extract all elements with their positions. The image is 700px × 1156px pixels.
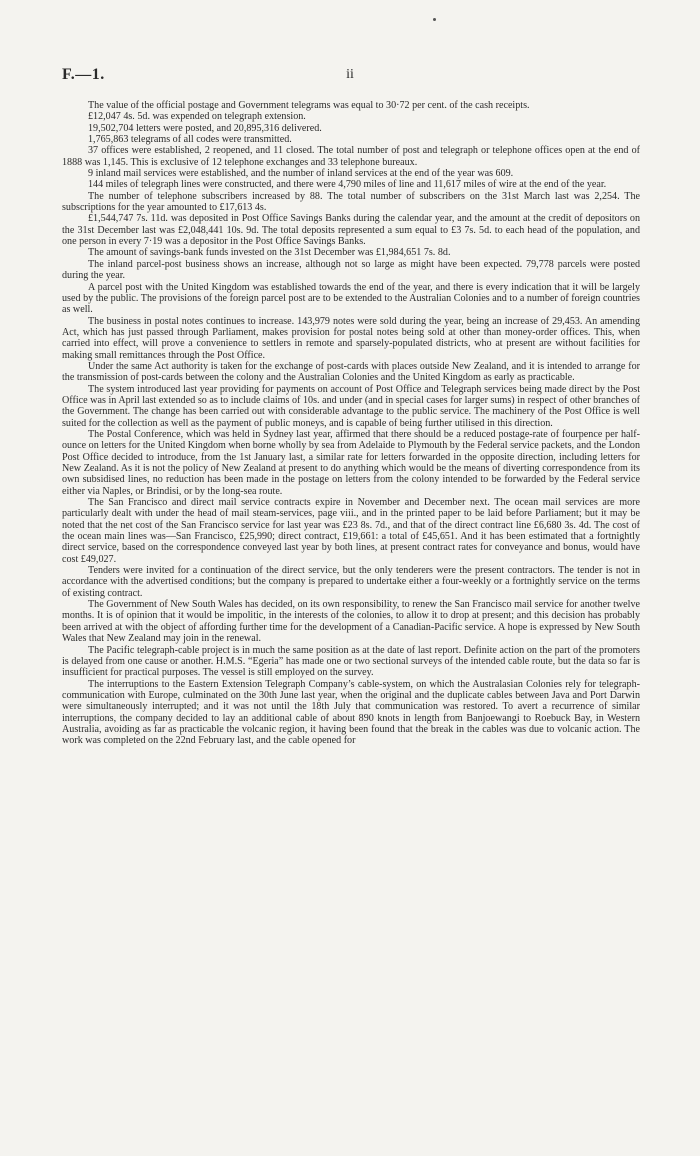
paragraph: The number of telephone subscribers increased by 88. The total number of subscribers on the 31st March last was 2,254. The subscriptions for the year amounted to £17,613 4s.	[62, 190, 640, 214]
page-number: ii	[346, 67, 354, 82]
paragraph: The Government of New South Wales has decided, on its own responsibility, to renew the San Francisco mail service for another twelve months. It is of opinion that it would be impolitic, in the interests of the colonies, to allow it to drop at present; and this decision has probably been arrived at with the object of affording further time for the development of a Canadian-Pacific service. A hope is expressed by New South Wales that New Zealand may join in the renewal.	[62, 599, 640, 645]
paragraph: Under the same Act authority is taken for the exchange of post-cards with places outside New Zealand, and it is intended to arrange for the transmission of post-cards between the colony and the Australian Colonies and the United Kingdom as early as practicable.	[62, 360, 640, 384]
paragraph: £1,544,747 7s. 11d. was deposited in Post Office Savings Banks during the calendar year, and the amount at the credit of depositors on the 31st December last was £2,048,441 10s. 9d. The total deposits represented a sum equal to £3 7s. 5d. to each head of the population, and one person in every 7·19 was a depositor in the Post Office Savings Banks.	[62, 213, 640, 248]
paper-reference: F.—1.	[62, 66, 105, 83]
paragraph: 144 miles of telegraph lines were constructed, and there were 4,790 miles of line and 11,617 miles of wire at the end of the year.	[88, 179, 607, 191]
paragraph: 19,502,704 letters were posted, and 20,895,316 delivered.	[88, 122, 322, 134]
paragraph: 9 inland mail services were established, and the number of inland services at the end of the year was 609.	[88, 168, 514, 180]
paragraph: 1,765,863 telegrams of all codes were transmitted.	[88, 134, 292, 146]
paragraph: The San Francisco and direct mail service contracts expire in November and December next. The ocean mail services are more particularly dealt with under the head of mail steam-services, page viii., and in the printed paper to be laid before Parliament; but it may be noted that the net cost of the San Francisco service for last year was £23 8s. 7d., and that of the direct contract line £6,680 3s. 4d. The cost of the ocean main lines was—San Francisco, £25,990; direct contract, £19,661: a total of £45,651. And it has been estimated that a fortnightly direct service, based on the correspondence conveyed last year by both lines, at present contract rates for conveyance and bonus, would have cost £49,027.	[62, 497, 640, 565]
paragraph: The interruptions to the Eastern Extension Telegraph Company’s cable-system, on which the Australasian Colonies rely for telegraph-communication with Europe, culminated on the 30th June last year, when the original and the duplicate cables between Java and Port Darwin were simultaneously interrupted; and it was not until the 18th July that communication was restored. To avert a recurrence of similar interruptions, the company decided to lay an additional cable of about 890 knots in length from Banjoewangi to Roebuck Bay, in Western Australia, avoiding as far as practicable the volcanic region, it having been found that the break in the cables was due to volcanic action. The work was completed on the 22nd February last, and the cable opened for	[62, 678, 640, 747]
paragraph: The business in postal notes continues to increase. 143,979 notes were sold during the year, being an increase of 29,453. An amending Act, which has just passed through Parliament, makes provision for postal notes being sold at other than money-order offices. This, when carried into effect, will prove a convenience to settlers in remote and sparsely-populated districts, who at present are without facilities for making small remittances through the Post Office.	[62, 315, 640, 361]
paragraph: A parcel post with the United Kingdom was established towards the end of the year, and there is every indication that it will be largely used by the public. The provisions of the foreign parcel post are to be extended to the Australian Colonies and to a number of foreign countries as well.	[62, 281, 640, 316]
paragraph: The amount of savings-bank funds invested on the 31st December was £1,984,651 7s. 8d.	[88, 247, 451, 259]
ink-speck	[433, 18, 436, 21]
paragraph: The system introduced last year providing for payments on account of Post Office and Telegraph services being made direct by the Post Office was in April last extended so as to include claims of 10s. and under (and in special cases for larger sums) in respect of other branches of the Government. The change has been carried out with considerable advantage to the public service. The machinery of the Post Office is well suited for the collection as well as the payment of public moneys, and is capable of being further utilised in this direction.	[62, 383, 640, 429]
paragraph: 37 offices were established, 2 reopened, and 11 closed. The total number of post and telegraph or telephone offices open at the end of 1888 was 1,145. This is exclusive of 12 telephone exchanges and 33 telephone bureaux.	[62, 145, 640, 168]
report-body	[62, 100, 640, 747]
paragraph: The inland parcel-post business shows an increase, although not so large as might have been expected. 79,778 parcels were posted during the year.	[62, 258, 640, 282]
paragraph: The Pacific telegraph-cable project is in much the same position as at the date of last report. Definite action on the part of the promoters is delayed from one cause or another. H.M.S. “Egeria” has made one or two sectional surveys of the intended cable route, but the data so far is insufficient for practical purposes. The vessel is still employed on the survey.	[62, 644, 640, 679]
paragraph: The value of the official postage and Government telegrams was equal to 30·72 per cent. of the cash receipts.	[88, 100, 530, 111]
paragraph: £12,047 4s. 5d. was expended on telegraph extension.	[88, 111, 306, 123]
paragraph: The Postal Conference, which was held in Sydney last year, affirmed that there should be a reduced postage-rate of fourpence per half-ounce on letters for the United Kingdom when borne wholly by sea from Adelaide to Plymouth by the Federal service packets, and the London Post Office decided to introduce, from the 1st January last, a similar rate for letters forwarded in the opposite direction, including letters for New Zealand. As it is not the policy of New Zealand at present to do anything which would be the means of diverting correspondence from its own subsidised lines, no reduction has been made in the postage on letters from the colony intended to be forwarded by the Federal service either via Naples, or Brindisi, or by the long-sea route.	[62, 428, 640, 497]
paragraph: Tenders were invited for a continuation of the direct service, but the only tenderers were the present contractors. The tender is not in accordance with the advertised conditions; but the company is prepared to undertake either a four-weekly or a fortnightly service on the terms of existing contract.	[62, 565, 640, 599]
